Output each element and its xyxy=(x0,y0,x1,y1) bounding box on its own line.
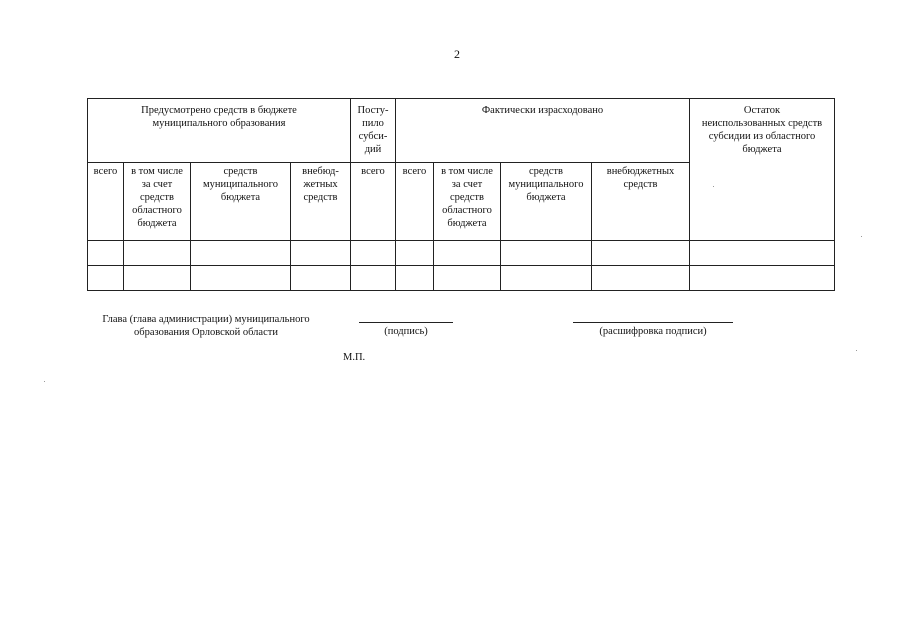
actually-spent-header: Фактически израсходовано xyxy=(396,99,690,163)
signature-line xyxy=(359,322,453,323)
table-cell xyxy=(396,241,434,266)
table-cell xyxy=(434,266,501,291)
planned-regional-col: в том числе за счет средств областного бюджета xyxy=(124,163,191,241)
table-cell xyxy=(291,241,351,266)
table-cell xyxy=(191,266,291,291)
spent-municipal-col: средств муниципального бюджета xyxy=(501,163,592,241)
scan-dot xyxy=(44,381,45,382)
page-number: 2 xyxy=(454,47,460,61)
stamp-label: М.П. xyxy=(343,352,366,363)
table-cell xyxy=(690,241,835,266)
table-cell xyxy=(351,241,396,266)
table-cell xyxy=(291,266,351,291)
scan-dot xyxy=(856,350,857,351)
table-row xyxy=(88,266,835,291)
report-table xyxy=(87,98,835,291)
spent-regional-col: в том числе за счет средств областного бюджета xyxy=(434,163,501,241)
table-cell xyxy=(191,241,291,266)
head-title: Глава (глава администрации) муниципального образования Орловской области xyxy=(102,314,310,338)
scan-dot xyxy=(861,236,862,237)
signature-decode-line xyxy=(573,322,733,323)
planned-offbudget-col: внебюд- жетных средств xyxy=(291,163,351,241)
table-cell xyxy=(396,266,434,291)
table-cell xyxy=(501,241,592,266)
planned-total-col: всего xyxy=(88,163,124,241)
received-total-col: всего xyxy=(351,163,396,241)
received-subsidies-header: Посту- пило субси- дий xyxy=(351,99,396,163)
table-row xyxy=(88,241,835,266)
planned-municipal-col: средств муниципального бюджета xyxy=(191,163,291,241)
table-cell xyxy=(124,241,191,266)
remainder-header: Остаток неиспользованных средств субсидии из областного бюджета xyxy=(690,99,835,241)
spent-total-col: всего xyxy=(396,163,434,241)
table-cell xyxy=(88,241,124,266)
table-cell xyxy=(351,266,396,291)
signature-decode-label: (расшифровка подписи) xyxy=(599,326,707,337)
table-cell xyxy=(592,266,690,291)
planned-funds-header: Предусмотрено средств в бюджете муниципального образования xyxy=(88,99,351,163)
table-cell xyxy=(690,266,835,291)
table-cell xyxy=(434,241,501,266)
signature-label: (подпись) xyxy=(384,326,428,337)
table-cell xyxy=(501,266,592,291)
scan-dot xyxy=(713,186,714,187)
table-cell xyxy=(124,266,191,291)
table-cell xyxy=(88,266,124,291)
table-cell xyxy=(592,241,690,266)
spent-offbudget-col: внебюджетных средств xyxy=(592,163,690,241)
